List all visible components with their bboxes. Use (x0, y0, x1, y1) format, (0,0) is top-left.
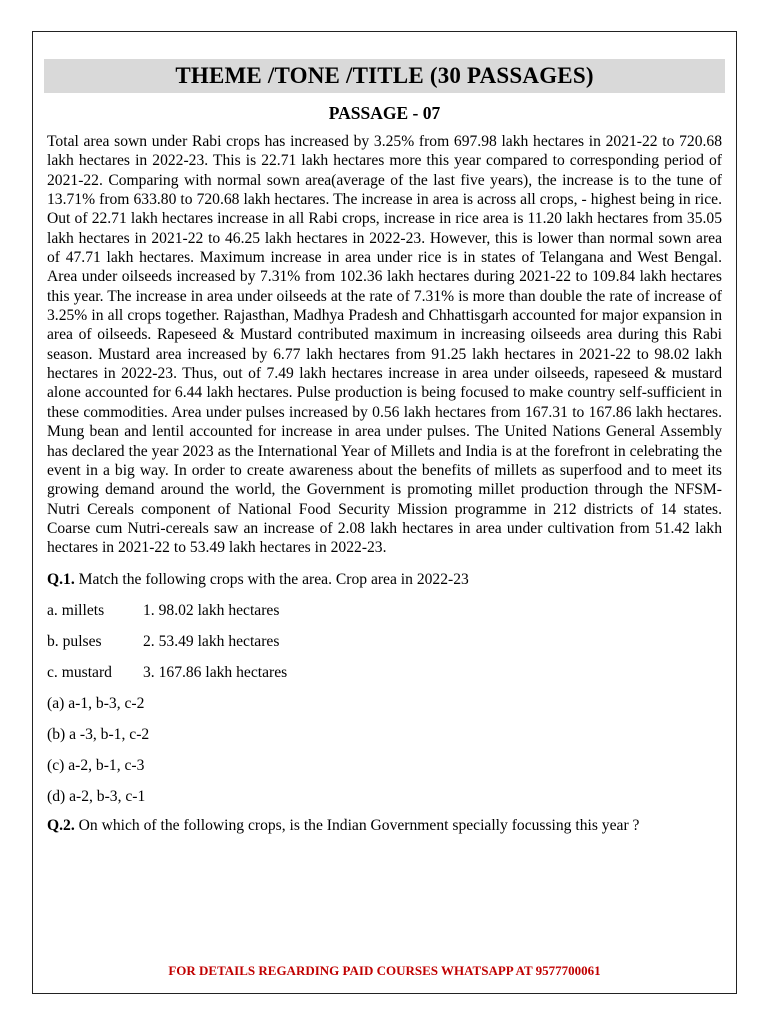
match-row (47, 601, 722, 621)
answer-option-a: (a) a-1, b-3, c-2 (47, 694, 145, 712)
match-right: 1. 98.02 lakh hectares (143, 601, 280, 619)
answer-option-b: (b) a -3, b-1, c-2 (47, 725, 150, 743)
answer-option-c: (c) a-2, b-1, c-3 (47, 756, 145, 774)
document-content (47, 59, 722, 836)
question-2 (47, 816, 722, 836)
question-1 (47, 570, 722, 590)
match-right: 3. 167.86 lakh hectares (143, 663, 288, 681)
passage-body: Total area sown under Rabi crops has increased by 3.25% from 697.98 lakh hectares in 2021-22 to 720.68 lakh hectares in 2022-23. This is 22.71 lakh hectares more this year compared to corresponding period of 2021-22. Comparing with normal sown area(average of the last five years), the increase is to the tune of 13.71% from 633.80 to 720.68 lakh hectares. The increase in area is across all crops, - highest being in rice. Out of 22.71 lakh hectares increase in all Rabi crops, increase in rice area is 11.20 lakh hectares from 35.05 lakh hectares in 2021-22 to 46.25 lakh hectares in 2022-23. However, this is lower than normal sown area of 47.71 lakh hectares. Maximum increase in area under rice is in states of Telangana and West Bengal. Area under oilseeds increased by 7.31% from 102.36 lakh hectares during 2021-22 to 109.84 lakh hectares this year. The increase in area under oilseeds at the rate of 7.31% is more than double the rate of increase of 3.25% in all crops together. Rajasthan, Madhya Pradesh and Chhattisgarh accounted for major expansion in area of oilseeds. Rapeseed & Mustard contributed maximum in increasing oilseeds area during this Rabi season. Mustard area increased by 6.77 lakh hectares from 91.25 lakh hectares in 2021-22 to 98.02 lakh hectares in 2022-23. Thus, out of 7.49 lakh hectares increase in area under oilseeds, rapeseed & mustard alone accounted for 6.44 lakh hectares. Pulse production is being focused to make country self-sufficient in these commodities. Area under pulses increased by 0.56 lakh hectares from 167.31 to 167.86 lakh hectares. Mung bean and lentil accounted for increase in area under pulses. The United Nations General Assembly has declared the year 2023 as the International Year of Millets and India is at the forefront in celebrating the event in a big way. In order to create awareness about the benefits of millets as superfood and to meet its growing demand around the world, the Government is promoting millet production through the NFSM-Nutri Cereals component of National Food Security Mission programme in 212 districts of 14 states. Coarse cum Nutri-cereals saw an increase of 2.08 lakh hectares in area under cultivation from 51.42 lakh hectares in 2021-22 to 53.49 lakh hectares in 2022-23. (47, 133, 722, 557)
footer-promo-text: FOR DETAILS REGARDING PAID COURSES WHATSAPP AT 9577700061 (168, 963, 601, 978)
match-row (47, 663, 722, 683)
answer-option-d: (d) a-2, b-3, c-1 (47, 787, 146, 805)
question-2-text: On which of the following crops, is the Indian Government specially focussing this year ? (78, 816, 640, 834)
question-1-number: Q.1. (47, 570, 75, 588)
match-row (47, 632, 722, 652)
passage-title: PASSAGE - 07 (328, 103, 441, 123)
match-left: a. millets (47, 601, 105, 619)
match-left: b. pulses (47, 632, 102, 650)
match-left: c. mustard (47, 663, 112, 681)
question-2-number: Q.2. (47, 816, 75, 834)
question-1-text: Match the following crops with the area. Crop area in 2022-23 (78, 570, 469, 588)
header-title: THEME /TONE /TITLE (30 PASSAGES) (175, 63, 594, 88)
match-right: 2. 53.49 lakh hectares (143, 632, 280, 650)
page-header (44, 59, 725, 93)
